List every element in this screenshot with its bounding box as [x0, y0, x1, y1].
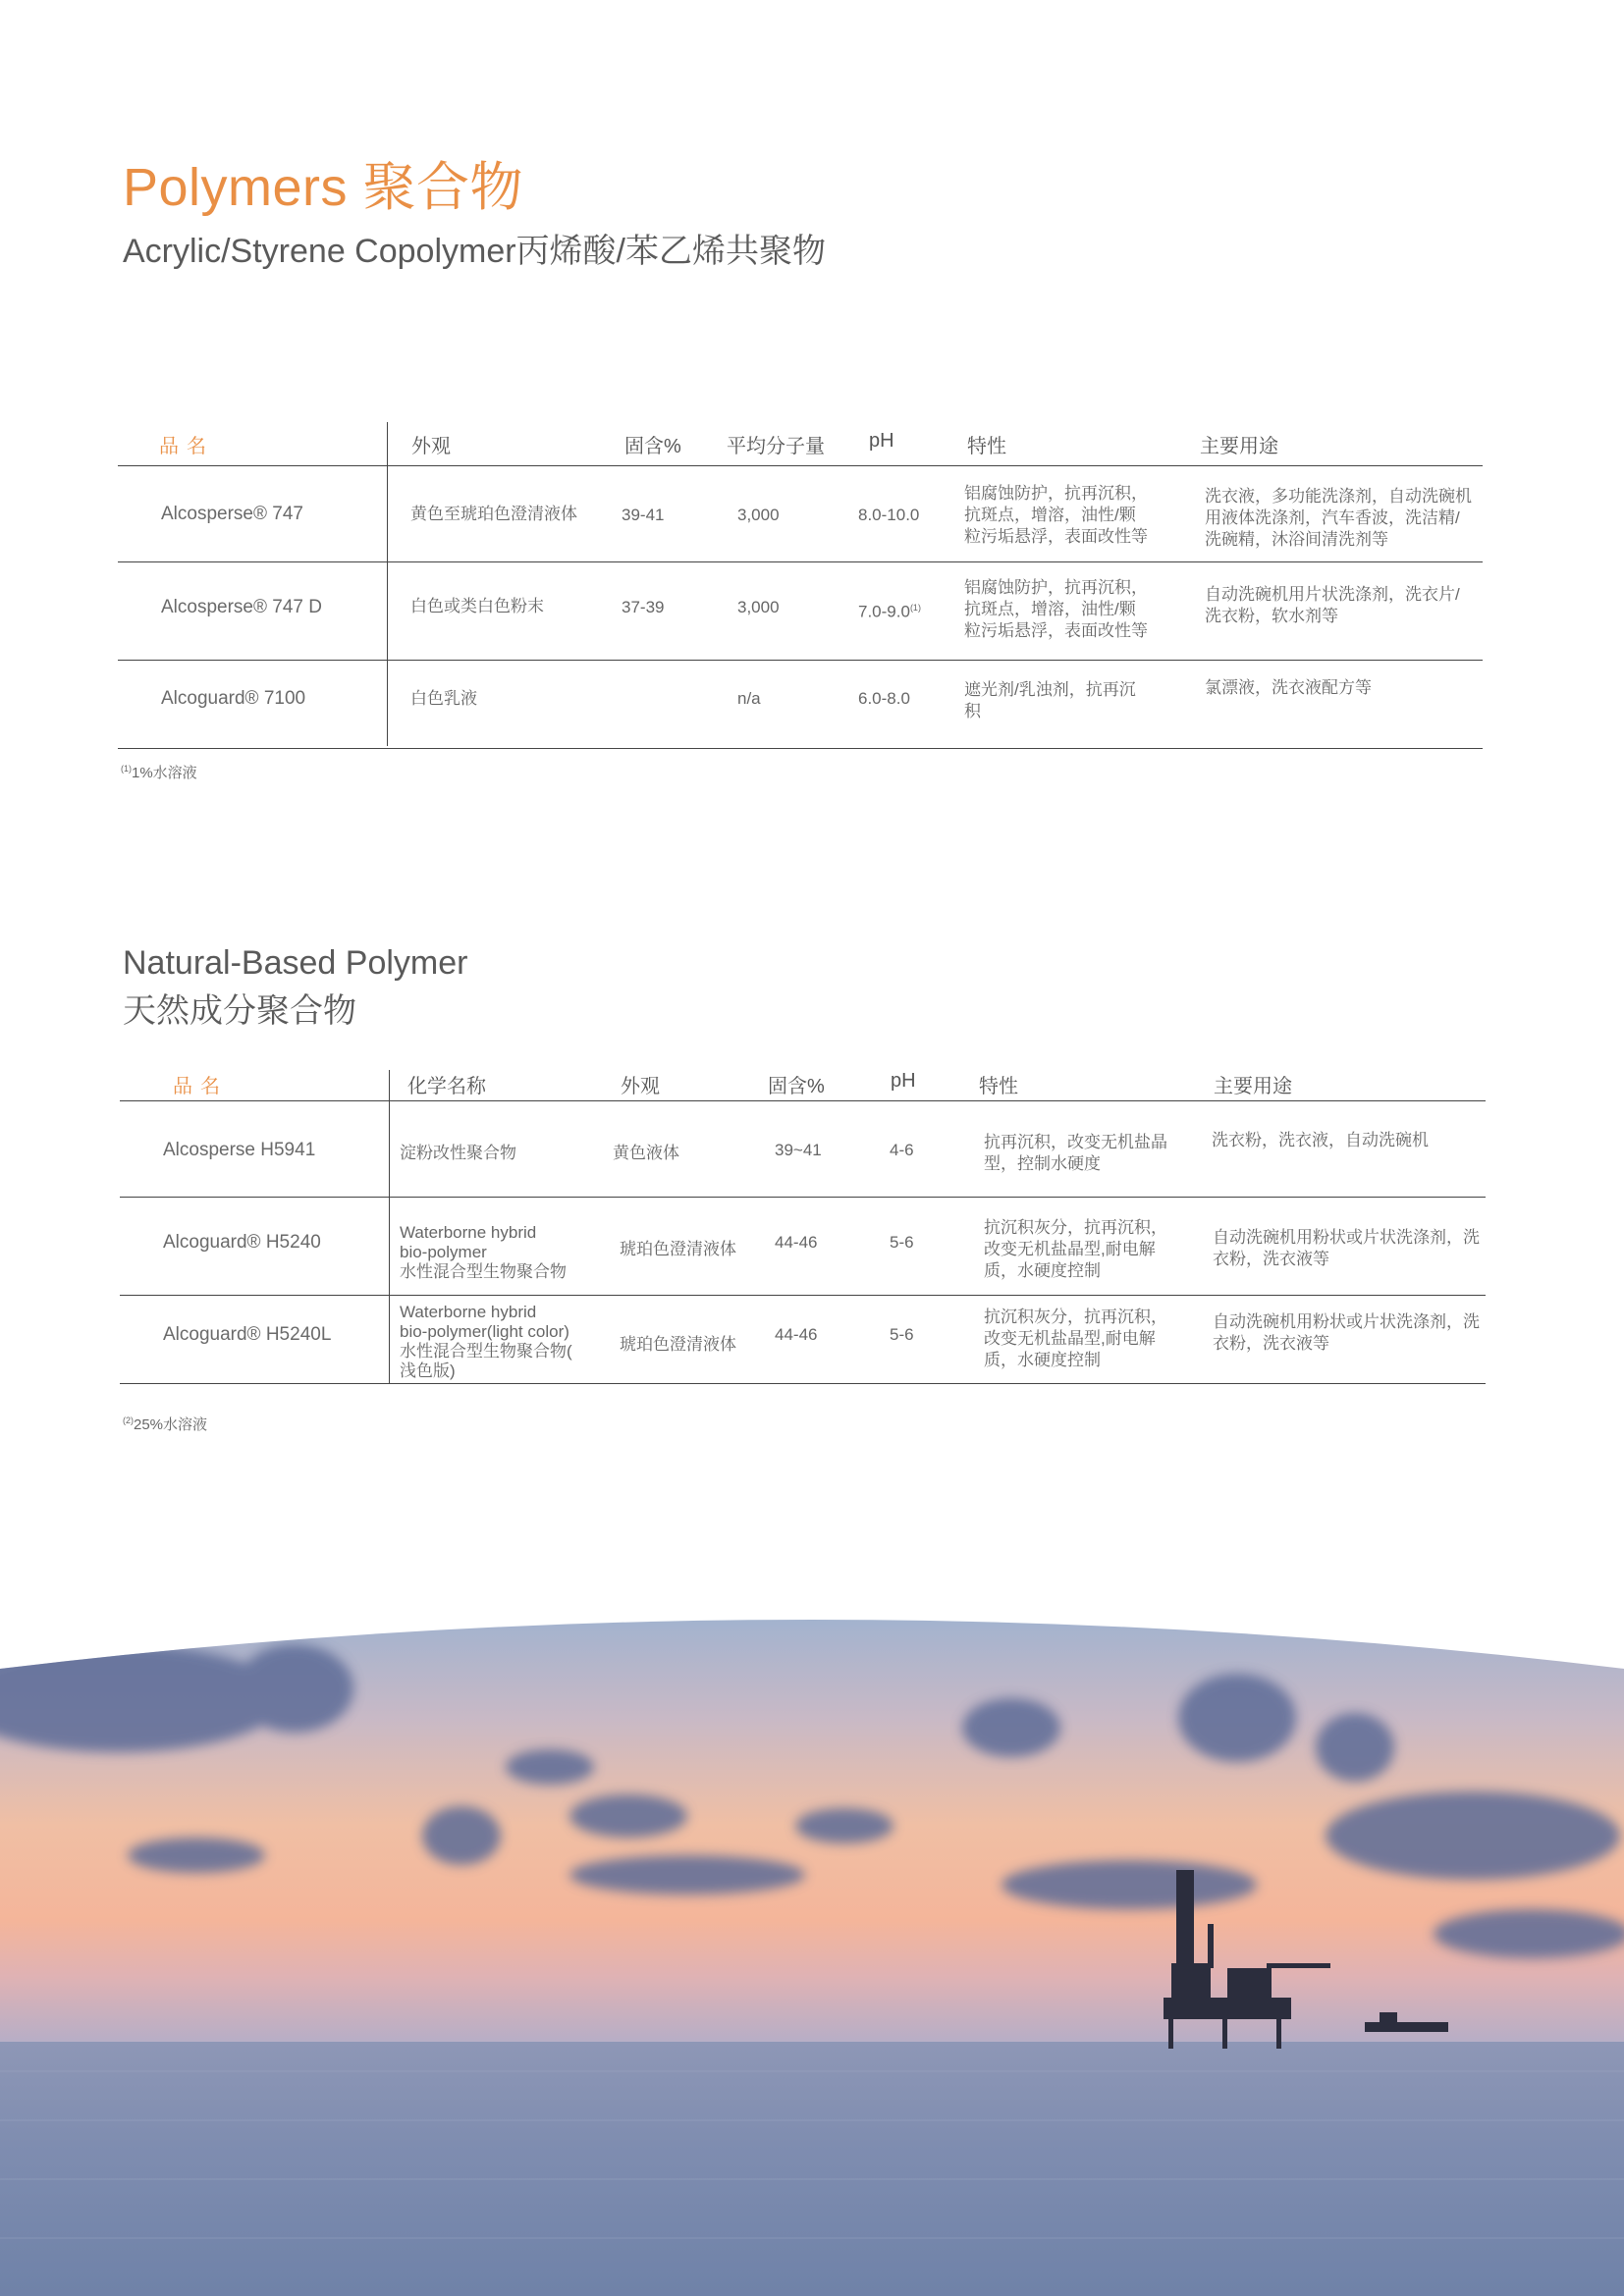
- col-header-ph: pH: [891, 1070, 916, 1092]
- chemical-name: [400, 1143, 516, 1164]
- features-line: 抗沉积灰分，抗再沉积，: [984, 1308, 1167, 1326]
- uses: [1205, 677, 1372, 699]
- solids: 39~41: [775, 1141, 822, 1159]
- row-rule: [120, 1295, 1486, 1296]
- appearance: 黄色液体: [613, 1144, 679, 1162]
- product-name: Alcoguard® H5240: [163, 1232, 321, 1253]
- section-title-acrylic: Acrylic/Styrene Copolymer丙烯酸/苯乙烯共聚物: [123, 233, 827, 270]
- uses-line: 用液体洗涤剂，汽车香波，洗洁精/: [1205, 508, 1460, 527]
- features: [964, 679, 1136, 722]
- col-header-uses: 主要用途: [1200, 436, 1278, 457]
- table-bottom-rule: [120, 1383, 1486, 1384]
- ph-value: [858, 597, 921, 623]
- ph-value: 5-6: [890, 1325, 914, 1344]
- chemical-line: bio-polymer(light color): [400, 1322, 569, 1341]
- product-name: Alcoguard® H5240L: [163, 1324, 332, 1345]
- features-line: 铝腐蚀防护，抗再沉积，: [964, 578, 1148, 597]
- features-line: 抗斑点，增溶，油性/颗: [964, 600, 1136, 618]
- features-line: 粒污垢悬浮，表面改性等: [964, 527, 1148, 546]
- col-header-appearance: 外观: [621, 1076, 660, 1097]
- appearance: 白色乳液: [410, 689, 477, 708]
- footnote-text: 1%水溶液: [132, 765, 197, 781]
- features-line: 质，水硬度控制: [984, 1261, 1101, 1280]
- col-header-features: 特性: [967, 436, 1006, 457]
- features: [984, 1307, 1167, 1371]
- features-line: 抗沉积灰分，抗再沉积，: [984, 1218, 1167, 1237]
- column-divider: [389, 1070, 390, 1384]
- footnote: [121, 762, 197, 782]
- header-rule: [118, 465, 1483, 466]
- features-line: 积: [964, 702, 981, 721]
- chemical-line: bio-polymer: [400, 1243, 487, 1261]
- uses: [1213, 1311, 1480, 1355]
- features-line: 抗再沉积，改变无机盐晶: [984, 1133, 1167, 1151]
- molecular-weight: n/a: [737, 689, 761, 708]
- uses-line: 自动洗碗机用片状洗涤剂，洗衣片/: [1205, 585, 1460, 604]
- product-name: Alcosperse® 747: [161, 504, 303, 524]
- col-header-solids: 固含%: [768, 1076, 825, 1097]
- section-title-natural-zh: 天然成分聚合物: [123, 992, 356, 1030]
- uses-line: 洗碗精，沐浴间清洗剂等: [1205, 530, 1388, 549]
- solids: 44-46: [775, 1325, 818, 1344]
- molecular-weight: 3,000: [737, 506, 780, 524]
- features-line: 改变无机盐晶型,耐电解: [984, 1240, 1156, 1258]
- uses-line: 自动洗碗机用粉状或片状洗涤剂，洗: [1213, 1312, 1480, 1331]
- solids: 44-46: [775, 1233, 818, 1252]
- solids: 39-41: [622, 506, 665, 524]
- footnote-mark: (2): [123, 1415, 134, 1425]
- col-header-features: 特性: [979, 1076, 1018, 1097]
- row-rule: [118, 660, 1483, 661]
- col-header-name: 品名: [159, 436, 214, 457]
- col-header-uses: 主要用途: [1214, 1076, 1292, 1097]
- product-name: Alcosperse H5941: [163, 1140, 316, 1160]
- col-header-ph: pH: [869, 430, 894, 452]
- features: [984, 1132, 1167, 1175]
- footnote-text: 25%水溶液: [134, 1416, 208, 1433]
- chemical-name: [400, 1303, 572, 1381]
- features-line: 铝腐蚀防护，抗再沉积，: [964, 484, 1148, 503]
- features-line: 型，控制水硬度: [984, 1154, 1101, 1173]
- product-name: Alcoguard® 7100: [161, 688, 306, 709]
- col-header-appearance: 外观: [411, 436, 451, 457]
- ph-value: 4-6: [890, 1141, 914, 1159]
- uses-line: 洗衣粉，洗衣液，自动洗碗机: [1212, 1131, 1429, 1149]
- column-divider: [387, 422, 388, 746]
- col-header-solids: 固含%: [624, 436, 681, 457]
- chemical-line: Waterborne hybrid: [400, 1303, 537, 1321]
- uses-line: 衣粉，洗衣液等: [1213, 1334, 1329, 1353]
- uses-line: 自动洗碗机用粉状或片状洗涤剂，洗: [1213, 1228, 1480, 1247]
- col-header-name: 品名: [173, 1076, 228, 1097]
- row-rule: [120, 1197, 1486, 1198]
- uses: [1205, 486, 1472, 551]
- molecular-weight: 3,000: [737, 598, 780, 616]
- section-title-natural-en: Natural-Based Polymer: [123, 944, 468, 982]
- features-line: 遮光剂/乳浊剂，抗再沉: [964, 680, 1136, 699]
- appearance: 白色或类白色粉末: [410, 597, 544, 615]
- chemical-name: [400, 1223, 567, 1282]
- uses: [1212, 1130, 1429, 1151]
- appearance: 琥珀色澄清液体: [620, 1240, 736, 1258]
- features-line: 抗斑点，增溶，油性/颗: [964, 506, 1136, 524]
- features-line: 粒污垢悬浮，表面改性等: [964, 621, 1148, 640]
- uses: [1205, 584, 1460, 627]
- ph-value: 6.0-8.0: [858, 689, 910, 708]
- features: [964, 483, 1148, 548]
- solids: 37-39: [622, 598, 665, 616]
- footnote-mark: (1): [121, 764, 132, 774]
- row-rule: [118, 561, 1483, 562]
- chemical-line: 浅色版): [400, 1362, 456, 1380]
- features: [984, 1217, 1167, 1282]
- uses-line: 氯漂液，洗衣液配方等: [1205, 678, 1372, 697]
- chemical-line: 水性混合型生物聚合物: [400, 1262, 567, 1281]
- col-header-chemical: 化学名称: [407, 1076, 486, 1097]
- features: [964, 577, 1148, 642]
- chemical-line: Waterborne hybrid: [400, 1223, 537, 1242]
- product-name: Alcosperse® 747 D: [161, 597, 322, 617]
- appearance: 黄色至琥珀色澄清液体: [410, 505, 577, 523]
- page-title: Polymers 聚合物: [123, 158, 524, 217]
- chemical-line: 淀粉改性聚合物: [400, 1144, 516, 1162]
- sea-sunset-image: [0, 1610, 1624, 2296]
- chemical-line: 水性混合型生物聚合物(: [400, 1342, 572, 1361]
- ph-text: 7.0-9.0: [858, 602, 910, 621]
- uses-line: 洗衣液，多功能洗涤剂，自动洗碗机: [1205, 487, 1472, 506]
- appearance: 琥珀色澄清液体: [620, 1335, 736, 1354]
- uses-line: 衣粉，洗衣液等: [1213, 1250, 1329, 1268]
- ph-value: 8.0-10.0: [858, 506, 920, 524]
- ph-value: 5-6: [890, 1233, 914, 1252]
- uses-line: 洗衣粉，软水剂等: [1205, 607, 1338, 625]
- header-rule: [120, 1100, 1486, 1101]
- features-line: 改变无机盐晶型,耐电解: [984, 1329, 1156, 1348]
- col-header-mw: 平均分子量: [727, 436, 825, 457]
- uses: [1213, 1227, 1480, 1270]
- table-bottom-rule: [118, 748, 1483, 749]
- footnote: [123, 1414, 207, 1434]
- features-line: 质，水硬度控制: [984, 1351, 1101, 1369]
- footnote-ref: (1): [909, 603, 921, 613]
